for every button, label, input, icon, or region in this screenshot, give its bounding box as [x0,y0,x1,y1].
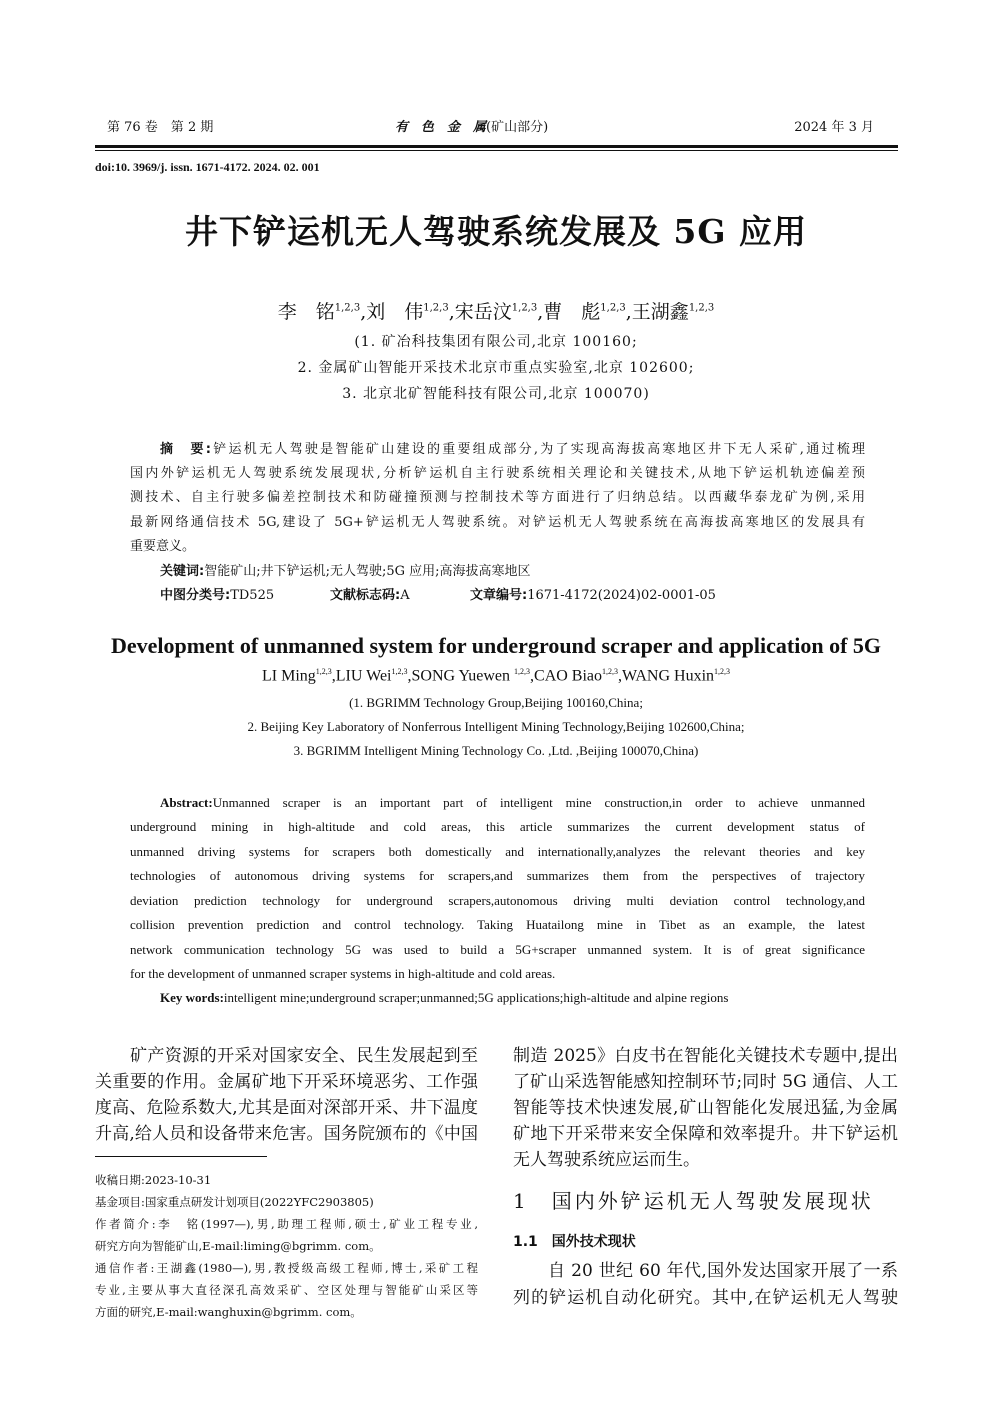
english-author-list: LI Ming$^{1,2,3}$,LIU Wei$^{1,2,3}$,SONG Yuewen $^{1,2,3}$,CAO Biao$^{1,2,3}$,WANG Huxin$^{1,2,3}$ [261,667,731,685]
article-number: 文章编号:1671-4172(2024)02-0001-05 [470,588,716,603]
english-abstract-line: unmanned driving systems for scrapers both domestically and internationally,analyzes the relevant theories and key [130,844,865,859]
footnote-line: 方面的研究,E-mail:wanghuxin@bgrimm. com。 [95,1305,362,1319]
english-abstract-line: network communication technology 5G was used to build a 5G+scraper unmanned system. It is of great significance [130,942,865,957]
body-line: 自 20 世纪 60 年代,国外发达国家开展了一系 [548,1261,898,1281]
body-line: 度高、危险系数大,尤其是面对深部开采、井下温度 [95,1098,478,1118]
english-abstract-line: technologies of autonomous driving systems for scrapers,and summarizes them from the perspectives of trajectory [130,868,865,883]
body-line: 矿产资源的开采对国家安全、民生发展起到至 [130,1046,478,1066]
abstract-line: 国内外铲运机无人驾驶系统发展现状,分析铲运机自主行驶系统相关理论和关键技术,从地下铲运机轨迹偏差预 [130,466,865,481]
author: 王湖鑫$^{1,2,3}$ [631,301,715,323]
footnote-line: 收稿日期:2023-10-31 [95,1173,212,1187]
volume-issue: 第 76 卷 第 2 期 [107,120,214,135]
footnote-line: 作者简介:李 铭(1997—),男,助理工程师,硕士,矿业工程专业, [95,1217,478,1231]
english-title: Development of unmanned system for underground scraper and application of 5G [110,633,882,658]
footnote-line: 基金项目:国家重点研发计划项目(2022YFC2903805) [95,1195,374,1209]
body-line: 列的铲运机自动化研究。其中,在铲运机无人驾驶 [513,1288,898,1308]
abstract-label-en: Abstract: [160,795,213,810]
body-line: 矿地下开采带来安全保障和效率提升。井下铲运机 [513,1124,898,1144]
section-heading: 1 国内外铲运机无人驾驶发展现状 [513,1189,874,1213]
english-abstract-line: collision prevention prediction and control technology. Taking Huatailong mine in Tibet as an example, the latest [130,917,865,932]
author-list: 李 铭$^{1,2,3}$,刘 伟$^{1,2,3}$,宋岳汶$^{1,2,3}$,曹 彪$^{1,2,3}$,王湖鑫$^{1,2,3}$ [277,301,715,323]
footnote-line: 通信作者:王湖鑫(1980—),男,教授级高级工程师,博士,采矿工程 [95,1261,478,1275]
footnote-line: 专业,主要从事大直径深孔高效采矿、空区处理与智能矿山采区等 [95,1283,478,1297]
abstract-line: 重要意义。 [130,539,196,554]
author: 李 铭$^{1,2,3}$ [277,301,361,323]
clc-number: 中图分类号:TD525 [160,588,275,603]
doi: doi:10. 3969/j. issn. 1671-4172. 2024. 02. 001 [95,160,320,174]
keywords: 关键词:智能矿山;井下铲运机;无人驾驶;5G 应用;高海拔高寒地区 [160,564,531,579]
document-code: 文献标志码:A [330,588,410,603]
issue-date: 2024 年 3 月 [794,120,874,135]
abstract-line: 最新网络通信技术 5G,建设了 5G+铲运机无人驾驶系统。对铲运机无人驾驶系统在高海拔高寒地区的发展具有 [130,515,865,530]
body-line: 升高,给人员和设备带来危害。国务院颁布的《中国 [95,1124,478,1144]
author: 曹 彪$^{1,2,3}$ [543,301,626,323]
subsection-heading: 1.1 国外技术现状 [513,1234,636,1250]
affiliation: 2. 金属矿山智能开采技术北京市重点实验室,北京 102600; [297,360,695,376]
english-keywords: Key words:intelligent mine;underground scraper;unmanned;5G applications;high-altitude and alpine regions [160,990,729,1005]
journal-subtitle: (矿山部分) [486,120,549,135]
english-abstract-line: for the development of unmanned scraper systems in high-altitude and cold areas. [130,966,556,981]
english-abstract-line: underground mining in high-altitude and cold areas, this article summarizes the current development status of [130,819,865,834]
affiliation: 3. 北京北矿智能科技有限公司,北京 100070) [342,386,650,402]
footnote-line: 研究方向为智能矿山,E-mail:liming@bgrimm. com。 [95,1239,381,1253]
body-line: 关重要的作用。金属矿地下开采环境恶劣、工作强 [95,1072,478,1092]
journal-name [395,116,548,135]
author: 刘 伟$^{1,2,3}$ [366,301,449,323]
english-abstract-line: deviation prediction technology for underground scrapers,autonomous driving multi deviation control technology,and [130,893,865,908]
affiliation: (1. 矿冶科技集团有限公司,北京 100160; [354,334,638,350]
header-rule-thin [95,150,898,151]
body-line: 智能等技术快速发展,矿山智能化发展迅猛,为金属 [513,1098,898,1118]
header-rule [95,145,898,148]
body-line: 制造 2025》白皮书在智能化关键技术专题中,提出 [513,1046,898,1066]
english-abstract-line: Abstract:Unmanned scraper is an important part of intelligent mine construction,in order to achieve unmanned [160,795,865,810]
english-affiliation: 3. BGRIMM Intelligent Mining Technology Co. ,Ltd. ,Beijing 100070,China) [293,743,699,758]
body-line: 了矿山采选智能感知控制环节;同时 5G 通信、人工 [513,1072,898,1092]
abstract-label: 摘 要: [160,442,211,457]
author: 宋岳汶$^{1,2,3}$ [454,301,538,323]
english-affiliation: (1. BGRIMM Technology Group,Beijing 100160,China; [349,695,643,710]
footnote-rule [95,1156,267,1157]
english-affiliation: 2. Beijing Key Laboratory of Nonferrous Intelligent Mining Technology,Beijing 102600,China; [247,719,745,734]
abstract-line: 测技术、自主行驶多偏差控制技术和防碰撞预测与控制技术等方面进行了归纳总结。以西藏华泰龙矿为例,采用 [130,490,865,505]
abstract-line: 摘 要:铲运机无人驾驶是智能矿山建设的重要组成部分,为了实现高海拔高寒地区井下无人采矿,通过梳理 [160,442,865,457]
journal-title: 有 色 金 属 [395,120,487,135]
paper-title: 井下铲运机无人驾驶系统发展及 5G 应用 [184,212,808,251]
body-line: 无人驾驶系统应运而生。 [513,1150,700,1170]
